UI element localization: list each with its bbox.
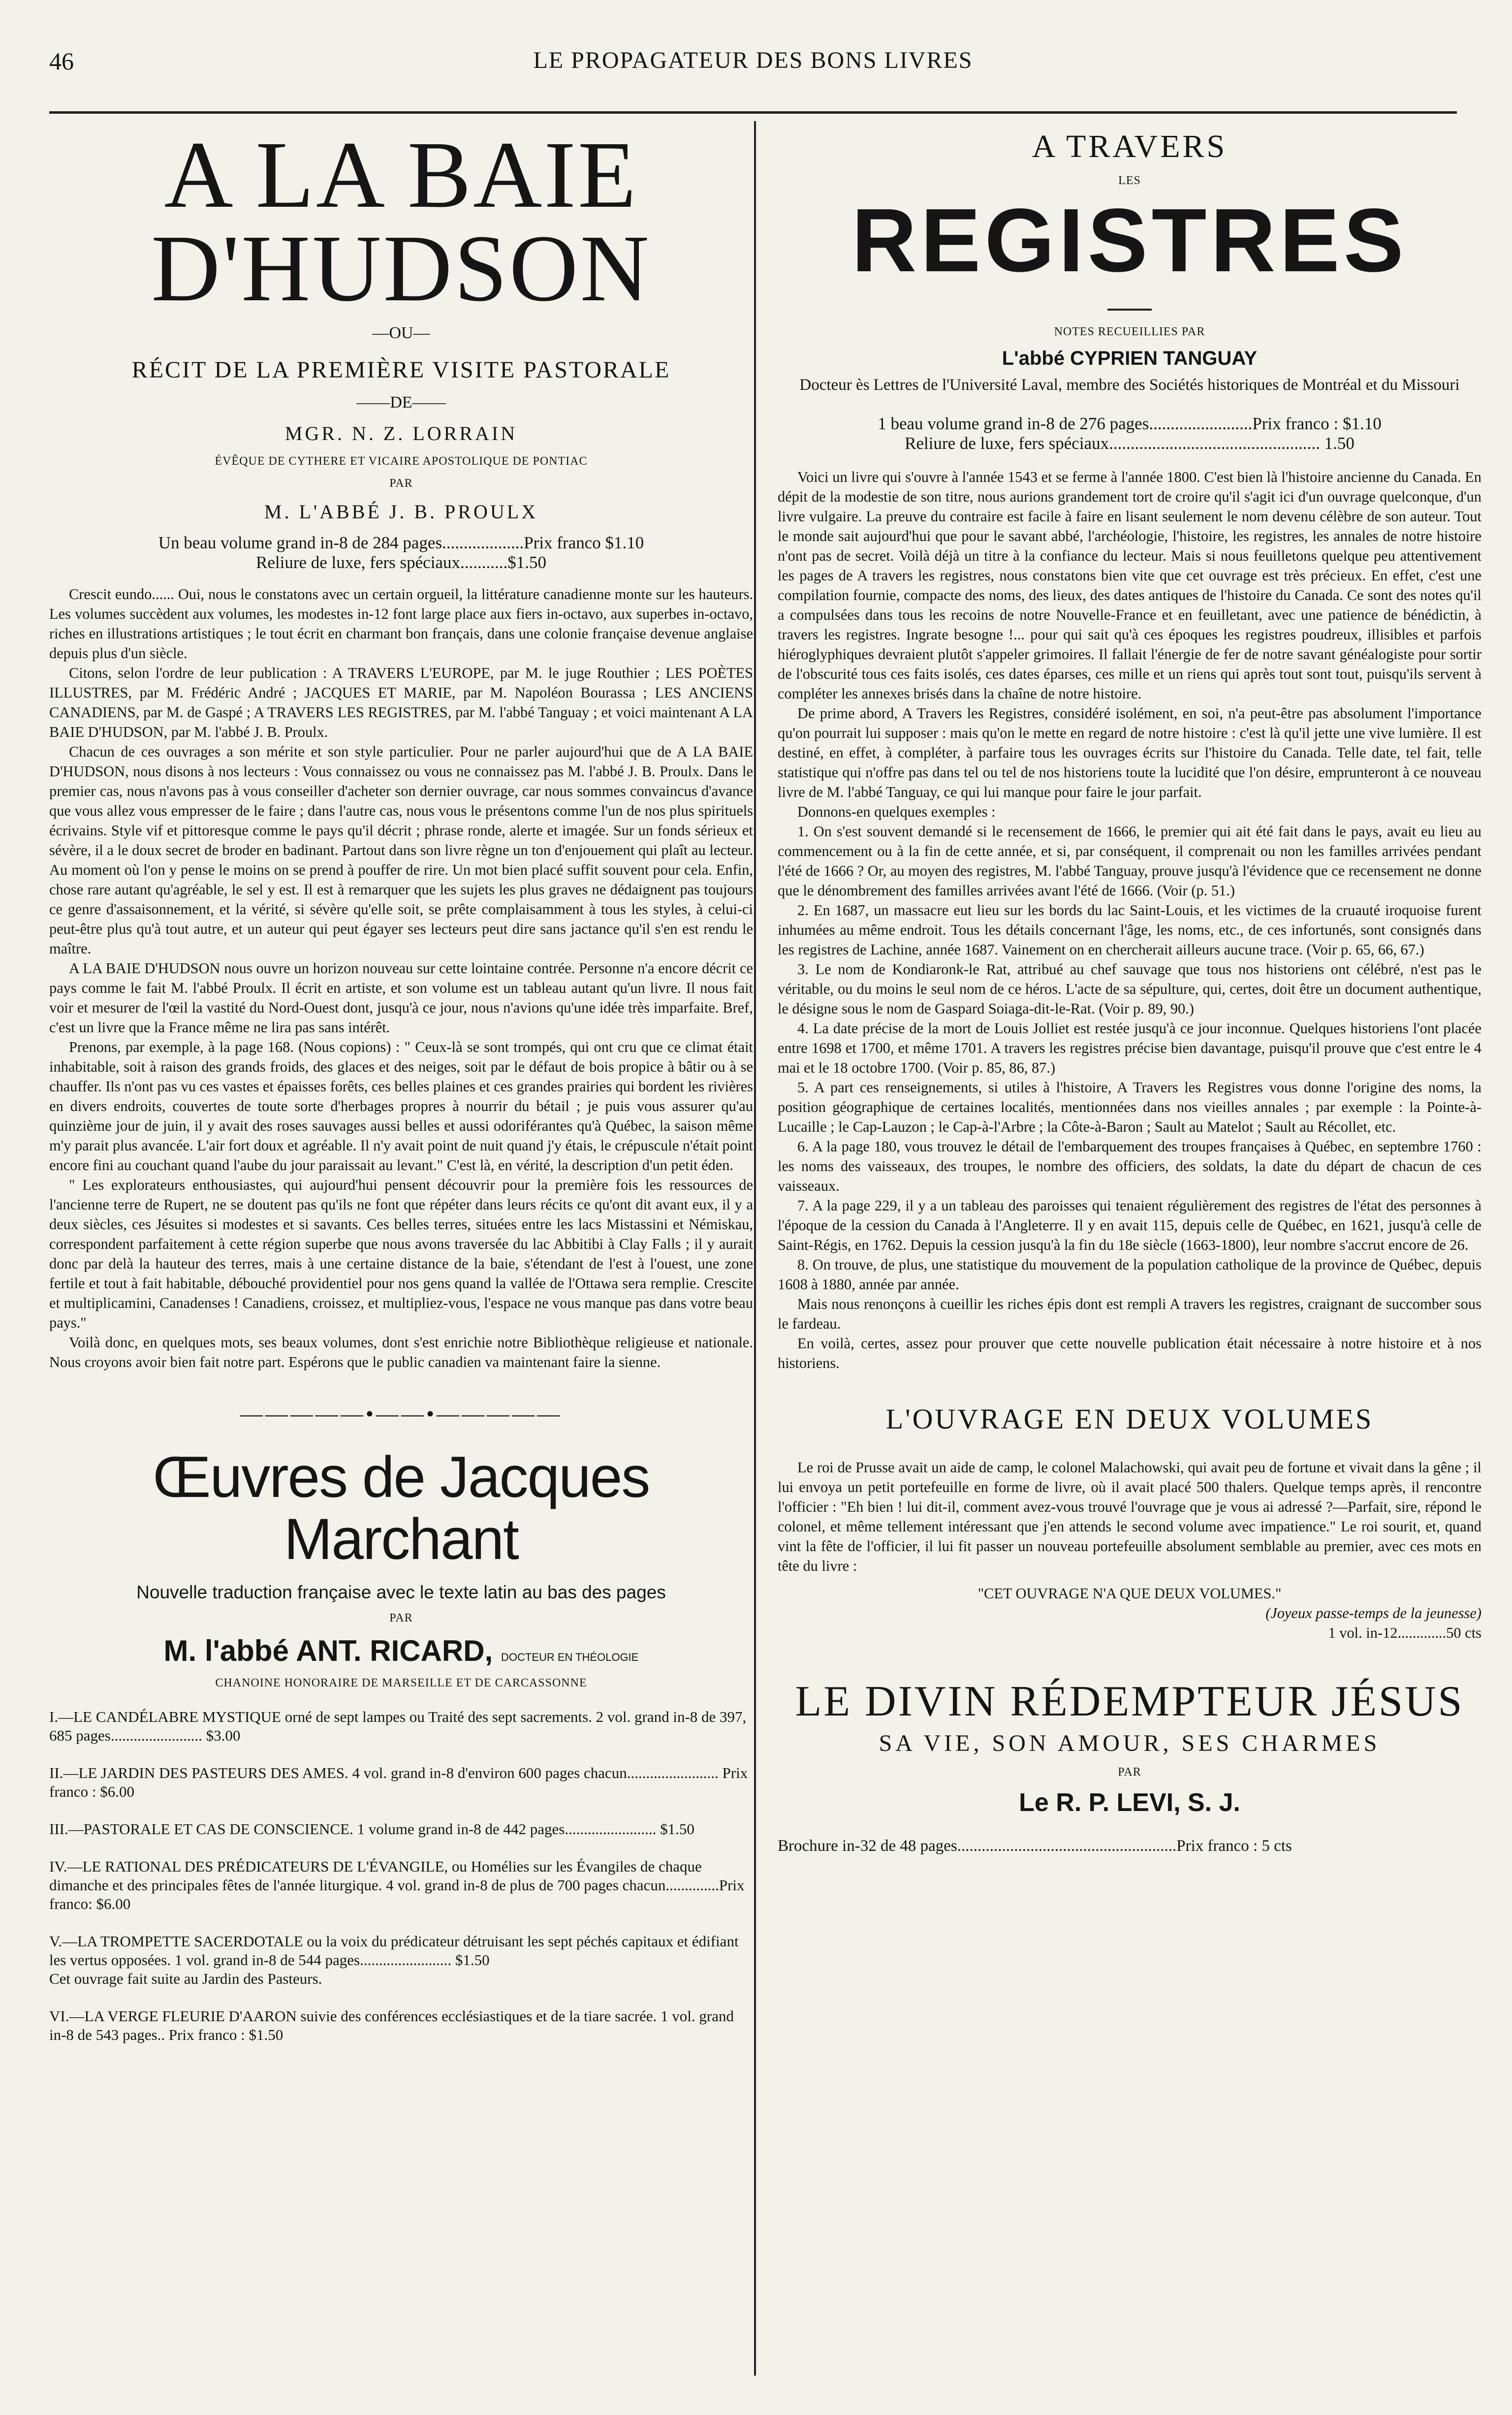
- divine-title: LE DIVIN RÉDEMPTEUR JÉSUS: [795, 1678, 1464, 1725]
- jacques-par-label: PAR: [389, 1612, 413, 1624]
- review-paragraph: De prime abord, A Travers les Registres, considéré isolément, en soi, n'a peut-être pas absolument l'importance qu'on pourrait lui supposer : mais qu'on le mette en regard de notre histoire : c'est là qu'il jette une vive lumière. Il est destiné, en effet, à compléter, à parfaire tous les ouvrages écrits sur l'histoire du Canada. Telle date, tel fait, telle statistique qui n'offre pas dans tel ou tel de nos historiens toute la lucidité que l'on désire, emprunteront à ce nouveau livre de M. l'abbé Tanguay, ce qui lui manque pour faire le jour parfait.: [778, 705, 1481, 800]
- column-rule: [754, 121, 756, 2376]
- running-title: LE PROPAGATEUR DES BONS LIVRES: [533, 47, 973, 73]
- hudson-review: [49, 584, 753, 1372]
- anecdote-quote: "CET OUVRAGE N'A QUE DEUX VOLUMES.": [977, 1585, 1282, 1602]
- book-item: IV.—LE RATIONAL DES PRÉDICATEURS DE L'ÉVANGILE, ou Homélies sur les Évangiles de chaque dimanche et des principales fêtes de l'année liturgique. 4 vol. grand in-8 de plus de 700 pages chacun..............Prix franco: $6.00: [49, 1858, 745, 1912]
- short-divider: [1107, 309, 1152, 311]
- hudson-price-2: Reliure de luxe, fers spéciaux...........$1.50: [256, 553, 546, 572]
- anecdote-source: (Joyeux passe-temps de la jeunesse): [1265, 1605, 1481, 1621]
- review-paragraph: 7. A la page 229, il y a un tableau des paroisses qui tenaient régulièrement des registres de l'état des personnes à l'époque de la cession du Canada à l'Angleterre. Il y en avait 115, depuis celle de Québec, en 1621, jusqu'à celle de Saint-Régis, en 1762. Depuis la cession jusqu'à la fin du 18e siècle (1663-1800), leur nombre s'accrut encore de 26.: [778, 1197, 1481, 1253]
- anecdote: [778, 1458, 1481, 1643]
- book-item: II.—LE JARDIN DES PASTEURS DES AMES. 4 vol. grand in-8 d'environ 600 pages chacun........................ Prix franco : $6.00: [49, 1764, 748, 1800]
- bishop-title: ÉVÊQUE DE CYTHERE ET VICAIRE APOSTOLIQUE DE PONTIAC: [215, 455, 588, 468]
- two-volumes-heading: L'OUVRAGE EN DEUX VOLUMES: [885, 1403, 1374, 1435]
- review-paragraph: En voilà, certes, assez pour prouver que cette nouvelle publication était nécessaire à notre histoire et à nos historiens.: [778, 1335, 1481, 1371]
- header: [49, 47, 1457, 81]
- par-label: PAR: [389, 477, 413, 490]
- header-rule: [49, 111, 1457, 114]
- left-column: [49, 122, 753, 2063]
- levi-par-label: PAR: [1118, 1766, 1141, 1779]
- vie-subtitle: SA VIE, SON AMOUR, SES CHARMES: [879, 1730, 1381, 1756]
- hudson-title: A LA BAIE D'HUDSON: [151, 122, 651, 321]
- jacques-title: Œuvres de Jacques Marchant: [153, 1445, 650, 1572]
- book-list: [49, 1708, 753, 2044]
- bishop-name: MGR. N. Z. LORRAIN: [284, 422, 518, 445]
- review-paragraph: 4. La date précise de la mort de Louis Jolliet est restée jusqu'à ce jour inconnue. Quelques historiens l'ont placée entre 1698 et 1700, et même 1701. A travers les registres précise bien davantage, puisqu'il prouve que c'est entre le 4 mai et le 18 octobre 1700. (Voir p. 85, 86, 87.): [778, 1020, 1481, 1076]
- registres-price-1: 1 beau volume grand in-8 de 276 pages........................Prix franco : $1.10: [878, 414, 1382, 433]
- book-item: VI.—LA VERGE FLEURIE D'AARON suivie des conférences ecclésiastiques et de la tiare sacrée. 1 vol. grand in-8 de 543 pages.. Prix franco : $1.50: [49, 2007, 734, 2043]
- right-column: [778, 128, 1481, 1855]
- ricard-name: [49, 1634, 753, 1668]
- review-paragraph: Voilà donc, en quelques mots, ses beaux volumes, dont s'est enrichie notre Bibliothèque religieuse et nationale. Nous croyons avoir bien fait notre part. Espérons que le public canadien va maintenant faire la sienne.: [49, 1334, 753, 1370]
- registres-title: REGISTRES: [851, 190, 1408, 290]
- review-paragraph: 8. On trouve, de plus, une statistique du mouvement de la population catholique de la province de Québec, depuis 1608 à 1880, année par année.: [778, 1256, 1481, 1293]
- page-number: 46: [49, 47, 74, 75]
- registres-price-2: Reliure de luxe, fers spéciaux................................................. 1.50: [905, 434, 1354, 453]
- notes-label: NOTES RECUEILLIES PAR: [1054, 325, 1205, 338]
- review-paragraph: Mais nous renonçons à cueillir les riches épis dont est rempli A travers les registres, craignant de succomber sous le fardeau.: [778, 1296, 1481, 1332]
- ornamental-divider: —————•——•—————: [240, 1401, 563, 1426]
- review-paragraph: " Les explorateurs enthousiastes, qui aujourd'hui pensent découvrir pour la première fois les ressources de l'ancienne terre de Rupert, ne se doutent pas qu'ils ne font que répéter dans leurs récits ce qu'ont dit avant eux, il y a deux siècles, ces Jésuites si modestes et si savants. Ces belles terres, situées entre les lacs Mistassini et Némiskau, correspondent parfaitement à cette région superbe que nous avons traversée du lac Abbitibi à Clay Falls ; il y aurait donc par delà la hauteur des terres, mais à une certaine distance de la baie, s'étendant de l'est à l'ouest, une zone fertile et tout à fait habitable, débouché providentiel pour nos gens quand la vallée de l'Ottawa sera remplie. Crescite et multiplicamini, Canadenses ! Canadiens, croissez, et multipliez-vous, l'espace ne vous manque pas dans votre beau pays.": [49, 1176, 753, 1331]
- levi-author: Le R. P. LEVI, S. J.: [1019, 1788, 1240, 1817]
- a-travers-heading: A TRAVERS: [1032, 128, 1228, 164]
- tanguay-author: L'abbé CYPRIEN TANGUAY: [1002, 348, 1258, 369]
- ou-divider: —OU—: [372, 324, 430, 342]
- review-paragraph: 6. A la page 180, vous trouvez le détail de l'embarquement des troupes françaises à Québec, en septembre 1760 : les noms des vaisseaux, des troupes, le nombre des officiers, des soldats, la date du départ de chacun de ces vaisseaux.: [778, 1138, 1481, 1194]
- review-paragraph: A LA BAIE D'HUDSON nous ouvre un horizon nouveau sur cette lointaine contrée. Personne n'a encore décrit ce pays comme le fait M. l'abbé Proulx. Il écrit en artiste, et son volume est un tableau autant qu'un livre. Il nous fait voir et mesurer de l'œil la vastité du Nord-Ouest dont, jusqu'à ce jour, nous n'avions qu'une idée très imparfaite. Bref, c'est un livre que la France même ne lira pas sans intérêt.: [49, 960, 753, 1036]
- book-item: V.—LA TROMPETTE SACERDOTALE ou la voix du prédicateur détruisant les sept péchés capitaux et édifiant les vertus opposées. 1 vol. grand in-8 de 544 pages........................ $1.50 Cet ouvrage fait suite au Jardin des Pasteurs.: [49, 1933, 739, 1987]
- book-item: I.—LE CANDÉLABRE MYSTIQUE orné de sept lampes ou Traité des sept sacrements. 2 vol. grand in-8 de 397, 685 pages........................ $3.00: [49, 1708, 747, 1744]
- pastoral-subtitle: RÉCIT DE LA PREMIÈRE VISITE PASTORALE: [131, 357, 671, 383]
- review-paragraph: Donnons-en quelques exemples :: [797, 803, 996, 820]
- review-paragraph: 5. A part ces renseignements, si utiles à l'histoire, A Travers les Registres vous donne l'origine des noms, la position géographique de certaines localités, mentionnées dans nos vieilles annales ; par exemple : la Pointe-à-Lucaille ; le Cap-Lauzon ; le Cap-à-l'Arbre ; la Côte-à-Baron ; Sault au Matelot ; Sault au Récollet, etc.: [778, 1079, 1481, 1135]
- jacques-subtitle: Nouvelle traduction française avec le texte latin au bas des pages: [136, 1582, 666, 1602]
- review-paragraph: Chacun de ces ouvrages a son mérite et son style particulier. Pour ne parler aujourd'hui que de A LA BAIE D'HUDSON, nous disons à nos lecteurs : Vous connaissez ou vous ne connaissez pas M. l'abbé J. B. Proulx. Dans le premier cas, nous n'avons pas à vous conseiller d'acheter son dernier ouvrage, car nous sommes convaincus d'avance que vous allez vous empresser de le faire ; dans l'autre cas, nous vous le présentons comme l'un de nos plus spirituels écrivains. Style vif et pittoresque comme le pays qu'il décrit ; phrase ronde, alerte et imagée. Sur un fonds sérieux et sévère, il a le doux secret de broder en badinant. Partout dans son livre règne un ton d'enjouement qui plaît au lecteur. Au moment où l'on y pense le moins on se prend à pouffer de rire. Un mot bien placé suffit souvent pour cela. Enfin, chose rare autant qu'agréable, le sel y est. Il est à remarquer que les sujets les plus graves ne dédaignent pas toujours ce genre d'assaisonnement, et la vérité, si sévère qu'elle soit, se prête complaisamment à tous les styles, à celui-ci peut-être plus qu'à tout autre, et un auteur qui peut égayer ses lecteurs peut dire sans jactance qu'il s'en est rendu le maître.: [49, 743, 753, 957]
- ricard-subtitle: DOCTEUR EN THÉOLOGIE: [501, 1651, 639, 1663]
- review-paragraph: 1. On s'est souvent demandé si le recensement de 1666, le premier qui ait été fait dans le pays, avait eu lieu au commencement ou à la fin de cette année, et si, par conséquent, il comprenait ou non les familles arrivées pendant l'été de 1666 ? Or, au moyen des registres, M. l'abbé Tanguay, prouve jusqu'à l'évidence que ce recensement ne donne que le dénombrement des familles arrivées avant l'été de 1666. (Voir (p. 51.): [778, 823, 1481, 899]
- les-label: LES: [1118, 174, 1141, 187]
- chanoine-line: CHANOINE HONORAIRE DE MARSEILLE ET DE CARCASSONNE: [215, 1677, 587, 1689]
- review-paragraph: Crescit eundo...... Oui, nous le constatons avec un certain orgueil, la littérature canadienne monte sur les hauteurs. Les volumes succèdent aux volumes, les modestes in-12 font large place aux fiers in-octavo, aux superbes in-octavo, riches en illustrations artistiques ; le tout écrit en charmant bon français, dans une colonie française devenue anglaise depuis plus d'un siècle.: [49, 586, 753, 662]
- author-description: Docteur ès Lettres de l'Université Laval, membre des Sociétés historiques de Montréal et du Missouri: [799, 376, 1460, 394]
- book-item: III.—PASTORALE ET CAS DE CONSCIENCE. 1 volume grand in-8 de 442 pages........................ $1.50: [49, 1820, 694, 1838]
- review-paragraph: 2. En 1687, un massacre eut lieu sur les bords du lac Saint-Louis, et les victimes de la cruauté iroquoise furent inhumées au même endroit. Tous les détails concernant l'âge, les noms, etc., de ces infortunés, sont consignés dans les registres de Lachine, année 1687. Vainement on en chercherait ailleurs aucune trace. (Voir p. 65, 66, 67.): [778, 902, 1481, 958]
- anecdote-paragraph: Le roi de Prusse avait un aide de camp, le colonel Malachowski, qui avait peu de fortune et vivait dans la gêne ; il lui envoya un petit portefeuille en forme de livre, où il avait placé 500 thalers. Quelque temps après, il rencontre l'officier : "Eh bien ! lui dit-il, comment avez-vous trouvé l'ouvrage que je vous ai adressé ?—Parfait, sire, répond le colonel, et même tellement intéressant que j'en attends le second volume avec impatience." Le roi sourit, et, quand vint la fête de l'officier, il lui fit passer un nouveau portefeuille absolument semblable au premier, avec ces mots en tête du livre :: [778, 1459, 1481, 1574]
- brochure-price: Brochure in-32 de 48 pages......................................................Prix franco : 5 cts: [778, 1837, 1292, 1855]
- review-paragraph: Voici un livre qui s'ouvre à l'année 1543 et se ferme à l'année 1800. C'est bien là l'histoire ancienne du Canada. En dépit de la modestie de son titre, nous aurions grandement tort de croire qu'il s'agit ici d'un ouvrage quelconque, d'un livre vulgaire. La preuve du contraire est facile à faire en lisant seulement le nom devenu célèbre de son auteur. Tout le monde sait aujourd'hui que pour le savant abbé, l'archéologie, l'histoire, les registres, les annales de notre histoire n'ont pas de secret. Voilà déjà un titre à la confiance du lecteur. Mais si nous feuilletons quelque peu attentivement les pages de A travers les registres, nous constatons bien vite que cet ouvrage est très précieux. En effet, c'est une compilation fournie, compacte des noms, des lieux, des dates antiques de l'histoire du Canada. Ce sont des notes qu'il a compulsées dans tous les recoins de notre Nouvelle-France et en feuilletant, avec une patience de bénédictin, à travers les registres. Ingrate besogne !... pour qui sait qu'à ces époques les registres poudreux, illisibles et parfois hiéroglyphiques devraient plutôt s'appeler grimoires. Il fallait l'énergie de fer de notre savant généalogiste pour sortir de l'obscurité tous ces faits isolés, ces dates éparses, ces mille et un riens qui après tout sont tout, puisqu'ils servent à compléter les annexes brisés dans la chaîne de notre histoire.: [778, 469, 1481, 702]
- review-paragraph: 3. Le nom de Kondiaronk-le Rat, attribué au chef sauvage que tous nos historiens ont célébré, n'est pas le véritable, ou du moins le seul nom de ce héros. L'acte de sa sépulture, qui, certes, doit être un document authentique, le désigne sous le nom de Gaspard Soiaga-dit-le-Rat. (Voir p. 89, 90.): [778, 961, 1481, 1017]
- ricard-main: M. l'abbé ANT. RICARD,: [163, 1634, 493, 1667]
- proulx-author: M. L'ABBÉ J. B. PROULX: [264, 501, 538, 523]
- anecdote-price: 1 vol. in-12.............50 cts: [1328, 1624, 1481, 1641]
- review-paragraph: Prenons, par exemple, à la page 168. (Nous copions) : " Ceux-là se sont trompés, qui ont cru que ce climat était inhabitable, soit à raison des grands froids, des glaces et des neiges, soit par le défaut de bois propice à bâtir ou à se chauffer. Ils n'ont pas vu ces vastes et épaisses forêts, ces belles plaines et ces grandes prairies qui bordent les rivières en divers endroits, couvertes de toute sorte d'herbages propres à nourrir du bétail ; je puis vous assurer qu'au quinzième jour de juin, il y avait des roses sauvages aussi belles et aussi odoriférantes qu'à Québec, la saison même m'y parait plus avancée. L'air fort doux et agréable. Il n'y avait point de nuit quand j'y étais, le crépuscule n'était point encore fini au couchant quand l'aube du jour paraissait au levant." C'est là, en vérité, la description d'un petit éden.: [49, 1039, 753, 1174]
- de-divider: ——DE——: [356, 393, 446, 412]
- registres-review: [778, 467, 1481, 1373]
- review-paragraph: Citons, selon l'ordre de leur publication : A TRAVERS L'EUROPE, par M. le juge Routhier ; LES POÈTES ILLUSTRES, par M. Frédéric André ; JACQUES ET MARIE, par M. Napoléon Bourassa ; LES ANCIENS CANADIENS, par M. de Gaspé ; A TRAVERS LES REGISTRES, par M. l'abbé Tanguay ; et voici maintenant A LA BAIE D'HUDSON, par M. l'abbé J. B. Proulx.: [49, 665, 753, 740]
- hudson-price-1: Un beau volume grand in-8 de 284 pages...................Prix franco $1.10: [158, 533, 644, 552]
